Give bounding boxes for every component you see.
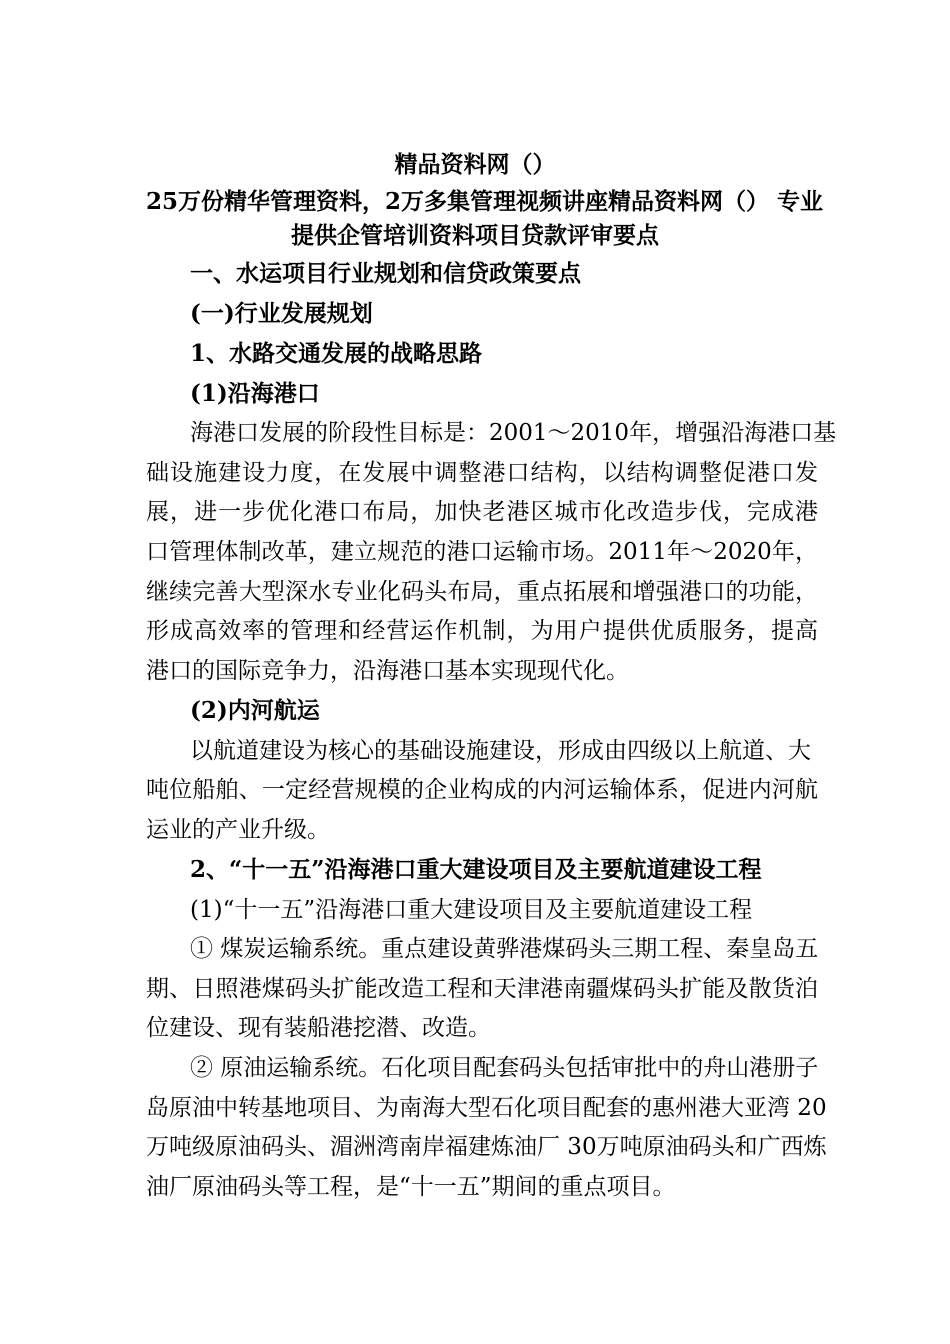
paragraph-line: 吨位船舶、一定经营规模的企业构成的内河运输体系，促进内河航 bbox=[146, 777, 818, 803]
page-subtitle-line-1: 25万份精华管理资料，2万多集管理视频讲座精品资料网（） 专业 bbox=[146, 188, 824, 215]
paragraph-line: 形成高效率的管理和经营运作机制，为用户提供优质服务，提高 bbox=[146, 618, 818, 644]
section-heading-1: 一、水运项目行业规划和信贷政策要点 bbox=[190, 260, 581, 287]
section-heading-1-1: (一)行业发展规划 bbox=[190, 300, 373, 327]
page-title: 精品资料网（） bbox=[394, 151, 556, 178]
subheading-inland-shipping: (2)内河航运 bbox=[190, 697, 320, 724]
paragraph-line: 口管理体制改革，建立规范的港口运输市场。2011年～2020年， bbox=[146, 539, 818, 565]
paragraph-line: ① 煤炭运输系统。重点建设黄骅港煤码头三期工程、秦皇岛五 bbox=[190, 936, 819, 962]
subheading-coastal-ports: (1)沿海港口 bbox=[190, 380, 320, 407]
section-heading-major-projects: 2、“十一五”沿海港口重大建设项目及主要航道建设工程 bbox=[190, 856, 762, 883]
paragraph-line: 展，进一步优化港口布局，加快老港区城市化改造步伐，完成港 bbox=[146, 499, 818, 525]
paragraph-line: 期、日照港煤码头扩能改造工程和天津港南疆煤码头扩能及散货泊 bbox=[146, 976, 818, 1002]
paragraph-line: ② 原油运输系统。石化项目配套码头包括审批中的舟山港册子 bbox=[190, 1055, 819, 1081]
paragraph-line: 础设施建设力度，在发展中调整港口结构，以结构调整促港口发 bbox=[146, 460, 818, 486]
paragraph-line: 以航道建设为核心的基础设施建设，形成由四级以上航道、大 bbox=[190, 738, 811, 764]
subheading-major-projects: (1)“十一五”沿海港口重大建设项目及主要航道建设工程 bbox=[190, 897, 753, 923]
paragraph-line: 运业的产业升级。 bbox=[146, 817, 330, 843]
section-heading-strategy: 1、水路交通发展的战略思路 bbox=[190, 340, 483, 367]
paragraph-line: 岛原油中转基地项目、为南海大型石化项目配套的惠州港大亚湾 20 bbox=[146, 1095, 827, 1121]
paragraph-line: 继续完善大型深水专业化码头布局，重点拓展和增强港口的功能， bbox=[146, 579, 818, 605]
paragraph-line: 万吨级原油码头、湄洲湾南岸福建炼油厂 30万吨原油码头和广西炼 bbox=[146, 1134, 827, 1160]
paragraph-line: 油厂原油码头等工程，是“十一五”期间的重点项目。 bbox=[146, 1174, 676, 1200]
page-subtitle-line-2: 提供企管培训资料项目贷款评审要点 bbox=[291, 222, 659, 249]
paragraph-line: 海港口发展的阶段性目标是：2001～2010年，增强沿海港口基 bbox=[190, 420, 837, 446]
paragraph-line: 港口的国际竞争力，沿海港口基本实现现代化。 bbox=[146, 658, 629, 684]
paragraph-line: 位建设、现有装船港挖潜、改造。 bbox=[146, 1015, 491, 1041]
